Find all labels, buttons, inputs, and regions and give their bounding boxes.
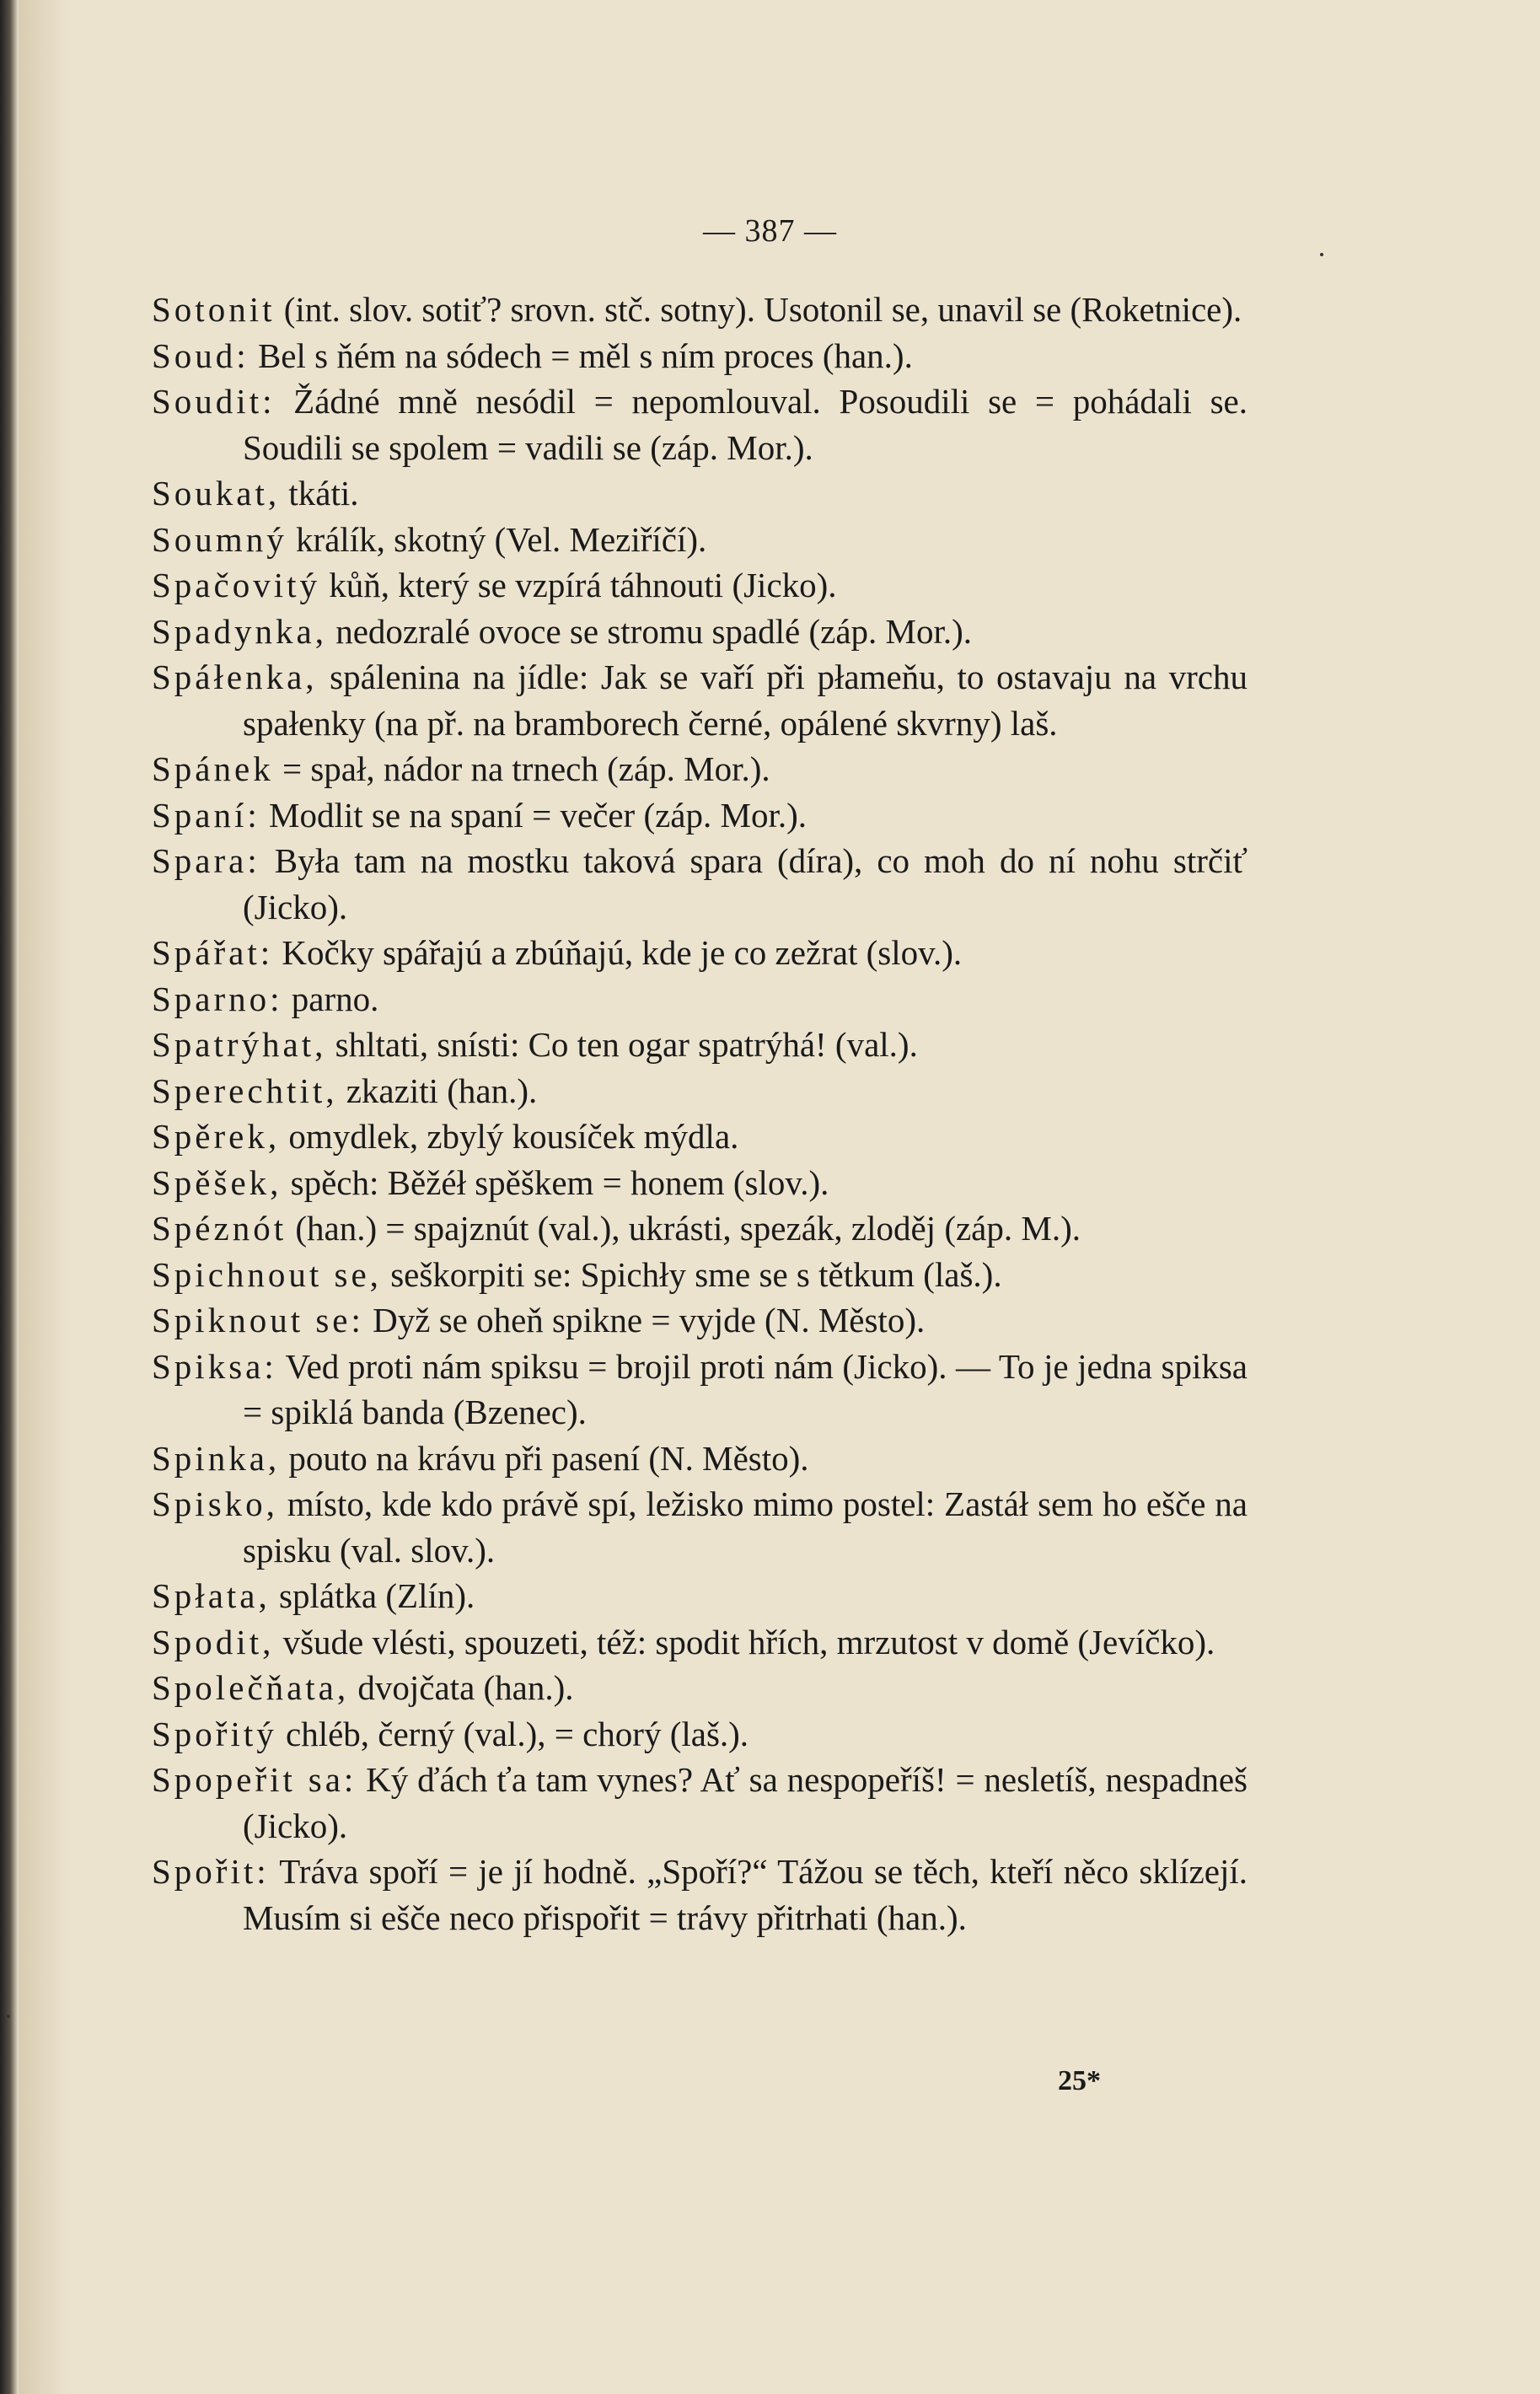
dictionary-entry: [152, 378, 1248, 470]
entry-definition: pouto na krávu při pasení (N. Město).: [280, 1438, 809, 1478]
entry-definition: Tráva spoří = je jí hodně. „Spoří?“ Tážou se těch, kteří něco sklízejí. Musím si ešče neco přispořit = trávy přitrhati (han.).: [243, 1852, 1248, 1937]
dictionary-entry: [152, 976, 1248, 1023]
dictionary-entry: [152, 1665, 1248, 1711]
entry-headword: Soudit:: [152, 382, 276, 421]
dictionary-entry: [152, 1436, 1248, 1482]
entry-headword: Společňata,: [152, 1668, 350, 1707]
dictionary-entry: [152, 792, 1248, 839]
entry-headword: Spichnout se,: [152, 1254, 382, 1294]
entry-headword: Spačovitý: [152, 566, 320, 604]
entry-definition: dvojčata (han.).: [349, 1668, 574, 1707]
dictionary-entry: [152, 1068, 1248, 1114]
dictionary-entry: [152, 1114, 1248, 1160]
dictionary-entry: [152, 838, 1248, 930]
entry-headword: Spěrek,: [152, 1117, 281, 1156]
entry-headword: Sperechtit,: [152, 1071, 338, 1110]
dictionary-entry: [152, 1205, 1248, 1252]
entry-headword: Spopeřit sa:: [152, 1760, 357, 1799]
entry-definition: tkáti.: [280, 474, 359, 513]
dictionary-entry: [152, 1849, 1248, 1940]
dictionary-entry: [152, 562, 1248, 609]
entry-definition: (int. slov. sotiť? srovn. stč. sotny). Usotonil se, unavil se (Roketnice).: [275, 290, 1242, 329]
entry-definition: (han.) = spajznút (val.), ukrásti, spezák, zloděj (záp. M.).: [287, 1209, 1081, 1248]
entry-definition: místo, kde kdo právě spí, ležisko mimo postel: Zastáł sem ho ešče na spisku (val. slov.).: [243, 1484, 1248, 1570]
entry-definition: Była tam na mostku taková spara (díra), co moh do ní nohu strčiť (Jicko).: [243, 841, 1248, 926]
entry-headword: Spěšek,: [152, 1162, 282, 1202]
dictionary-entry: [152, 654, 1248, 746]
entry-definition: spěch: Běžéł spěškem = honem (slov.).: [282, 1162, 829, 1202]
page-edge-discoloration: [19, 0, 69, 2394]
entry-headword: Spéznót: [152, 1209, 287, 1248]
dictionary-entry: [152, 1481, 1248, 1573]
dictionary-entry: [152, 333, 1248, 379]
entry-definition: králík, skotný (Vel. Meziříčí).: [287, 519, 707, 559]
entry-headword: Spaní:: [152, 795, 260, 835]
dictionary-entry: [152, 1344, 1248, 1436]
entry-headword: Soukat,: [152, 474, 281, 513]
entry-definition: Ved proti nám spiksu = brojil proti nám (Jicko). — To je jedna spiksa = spiklá banda (Bzenec).: [243, 1346, 1248, 1431]
dictionary-entry: [152, 287, 1248, 333]
entry-definition: Bel s ňém na sódech = měl s ním proces (han.).: [249, 335, 913, 375]
dictionary-entries: [152, 287, 1248, 1940]
entry-headword: Spodit,: [152, 1622, 275, 1661]
entry-definition: spálenina na jídle: Jak se vaří při płameňu, to ostavaju na vrchu spałenky (na př. na bramborech černé, opálené skvrny) laš.: [243, 658, 1248, 743]
dictionary-entry: [152, 517, 1248, 563]
dictionary-entry: [152, 746, 1248, 792]
entry-definition: Ký ďách ťa tam vynes? Ať sa nespopeříš! = nesletíš, nespadneš (Jicko).: [243, 1760, 1248, 1845]
entry-headword: Soumný: [152, 519, 287, 559]
entry-definition: Modlit se na spaní = večer (záp. Mor.).: [260, 795, 807, 835]
entry-headword: Spářat:: [152, 933, 274, 972]
dictionary-entry: [152, 1160, 1248, 1206]
entry-definition: Žádné mně nesódil = nepomlouval. Posoudili se = pohádali se. Soudili se spolem = vadili se (záp. Mor.).: [243, 382, 1248, 467]
dictionary-entry: [152, 470, 1248, 517]
entry-definition: splátka (Zlín).: [270, 1576, 475, 1615]
dictionary-entry: [152, 1022, 1248, 1068]
dictionary-entry: [152, 1619, 1248, 1666]
dictionary-entry: [152, 1573, 1248, 1619]
entry-definition: shltati, snísti: Co ten ogar spatrýhá! (val.).: [326, 1025, 918, 1064]
entry-headword: Spáłenka,: [152, 658, 318, 696]
dictionary-entry: [152, 1711, 1248, 1758]
entry-definition: omydlek, zbylý kousíček mýdla.: [280, 1117, 739, 1156]
entry-definition: chléb, černý (val.), = chorý (laš.).: [276, 1714, 749, 1753]
entry-headword: Spłata,: [152, 1576, 271, 1615]
dictionary-entry: [152, 609, 1248, 655]
entry-headword: Spořit:: [152, 1852, 270, 1891]
entry-headword: Spatrýhat,: [152, 1025, 327, 1064]
entry-headword: Sparno:: [152, 979, 283, 1018]
speck: [1320, 253, 1323, 256]
dictionary-entry: [152, 1297, 1248, 1344]
entry-headword: Spinka,: [152, 1438, 281, 1478]
entry-headword: Spisko,: [152, 1484, 278, 1523]
entry-definition: všude vlésti, spouzeti, též: spodit hřích, mrzutost v domě (Jevíčko).: [274, 1622, 1215, 1661]
dictionary-entry: [152, 930, 1248, 976]
signature-mark: 25*: [1058, 2065, 1101, 2096]
entry-definition: zkaziti (han.).: [337, 1071, 538, 1110]
entry-headword: Spánek: [152, 749, 274, 788]
dictionary-entry: [152, 1757, 1248, 1849]
entry-definition: Kočky spářajú a zbúňajú, kde je co zežrat (slov.).: [273, 933, 963, 972]
speck: [7, 2015, 10, 2018]
entry-headword: Spadynka,: [152, 611, 327, 651]
entry-headword: Soud:: [152, 335, 250, 375]
entry-definition: = spał, nádor na trnech (záp. Mor.).: [273, 749, 770, 788]
entry-definition: seškorpiti se: Spichły sme se s tětkum (laš.).: [381, 1254, 1002, 1294]
entry-headword: Spara:: [152, 841, 260, 880]
entry-definition: Dyž se oheň spikne = vyjde (N. Město).: [363, 1301, 926, 1339]
entry-headword: Spořitý: [152, 1714, 277, 1753]
page-spine-shadow: [0, 0, 19, 2394]
entry-headword: Spiksa:: [152, 1346, 277, 1386]
page-number: — 387 —: [703, 213, 837, 249]
entry-headword: Spiknout se:: [152, 1301, 364, 1339]
entry-headword: Sotonit: [152, 290, 276, 329]
entry-definition: parno.: [282, 979, 379, 1018]
entry-definition: kůň, který se vzpírá táhnouti (Jicko).: [319, 566, 837, 604]
dictionary-entry: [152, 1252, 1248, 1298]
entry-definition: nedozralé ovoce se stromu spadlé (záp. Mor.).: [326, 611, 973, 651]
